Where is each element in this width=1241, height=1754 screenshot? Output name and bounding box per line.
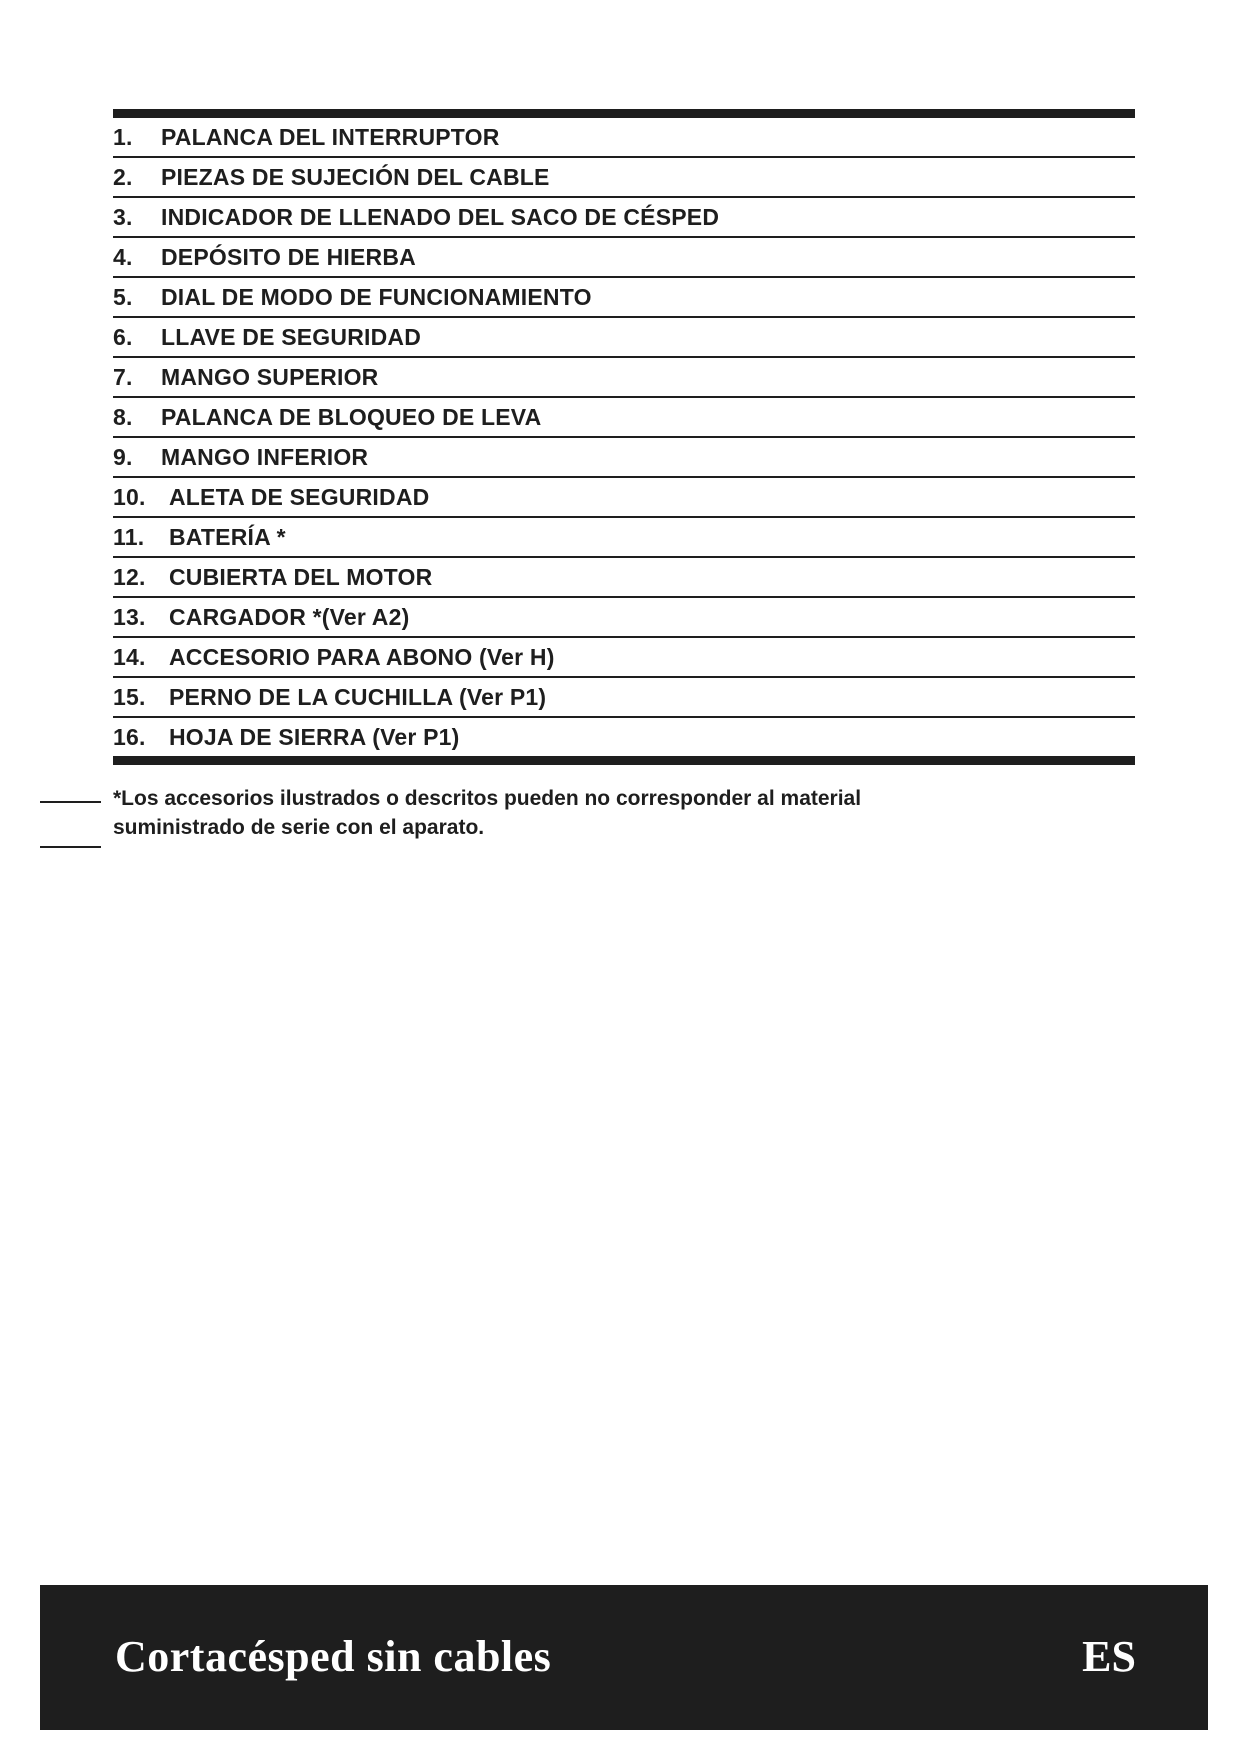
- item-number: 13.: [113, 603, 146, 630]
- item-label: PALANCA DE BLOQUEO DE LEVA: [161, 403, 542, 430]
- item-number: 10.: [113, 483, 146, 510]
- list-item: [113, 518, 1135, 558]
- list-item: [113, 158, 1135, 198]
- note-rule-top: [40, 801, 101, 803]
- list-item: [113, 598, 1135, 638]
- item-number: 2.: [113, 163, 133, 190]
- list-item: [113, 318, 1135, 358]
- parts-list: [113, 109, 1135, 765]
- accessories-note: [113, 784, 1143, 842]
- list-item: [113, 238, 1135, 278]
- item-number: 14.: [113, 643, 146, 670]
- item-number: 12.: [113, 563, 146, 590]
- list-item: [113, 638, 1135, 678]
- item-label: CUBIERTA DEL MOTOR: [169, 563, 433, 590]
- language-code: ES: [1082, 1632, 1136, 1681]
- item-label: BATERÍA *: [169, 523, 286, 550]
- item-number: 16.: [113, 723, 146, 750]
- item-label: PIEZAS DE SUJECIÓN DEL CABLE: [161, 163, 550, 190]
- list-item: [113, 398, 1135, 438]
- item-label: DIAL DE MODO DE FUNCIONAMIENTO: [161, 283, 592, 310]
- list-item: [113, 678, 1135, 718]
- item-label: ALETA DE SEGURIDAD: [169, 483, 430, 510]
- list-item: [113, 478, 1135, 518]
- item-label: MANGO INFERIOR: [161, 443, 369, 470]
- list-item: [113, 438, 1135, 478]
- item-number: 5.: [113, 283, 133, 310]
- item-label: HOJA DE SIERRA (Ver P1): [169, 723, 460, 750]
- list-item: [113, 118, 1135, 158]
- item-number: 6.: [113, 323, 133, 350]
- note-line-2: suministrado de serie con el aparato.: [113, 816, 485, 839]
- item-number: 15.: [113, 683, 146, 710]
- footer-bar: [40, 1585, 1208, 1730]
- note-rule-bottom: [40, 846, 101, 848]
- footer-title: Cortacésped sin cables: [115, 1632, 552, 1681]
- item-label: MANGO SUPERIOR: [161, 363, 379, 390]
- item-label: PERNO DE LA CUCHILLA (Ver P1): [169, 683, 547, 710]
- note-line-1: *Los accesorios ilustrados o descritos pueden no corresponder al material: [113, 787, 862, 810]
- list-item: [113, 558, 1135, 598]
- item-label: DEPÓSITO DE HIERBA: [161, 243, 416, 270]
- item-number: 3.: [113, 203, 133, 230]
- list-item: [113, 358, 1135, 398]
- list-item: [113, 198, 1135, 238]
- list-item: [113, 718, 1135, 756]
- item-label: CARGADOR *(Ver A2): [169, 603, 410, 630]
- item-number: 9.: [113, 443, 133, 470]
- item-number: 11.: [113, 523, 145, 550]
- list-item: [113, 278, 1135, 318]
- item-number: 1.: [113, 123, 133, 150]
- item-number: 7.: [113, 363, 133, 390]
- item-number: 8.: [113, 403, 133, 430]
- item-label: INDICADOR DE LLENADO DEL SACO DE CÉSPED: [161, 203, 720, 230]
- item-label: LLAVE DE SEGURIDAD: [161, 323, 422, 350]
- item-label: PALANCA DEL INTERRUPTOR: [161, 123, 500, 150]
- item-label: ACCESORIO PARA ABONO (Ver H): [169, 643, 555, 670]
- item-number: 4.: [113, 243, 133, 270]
